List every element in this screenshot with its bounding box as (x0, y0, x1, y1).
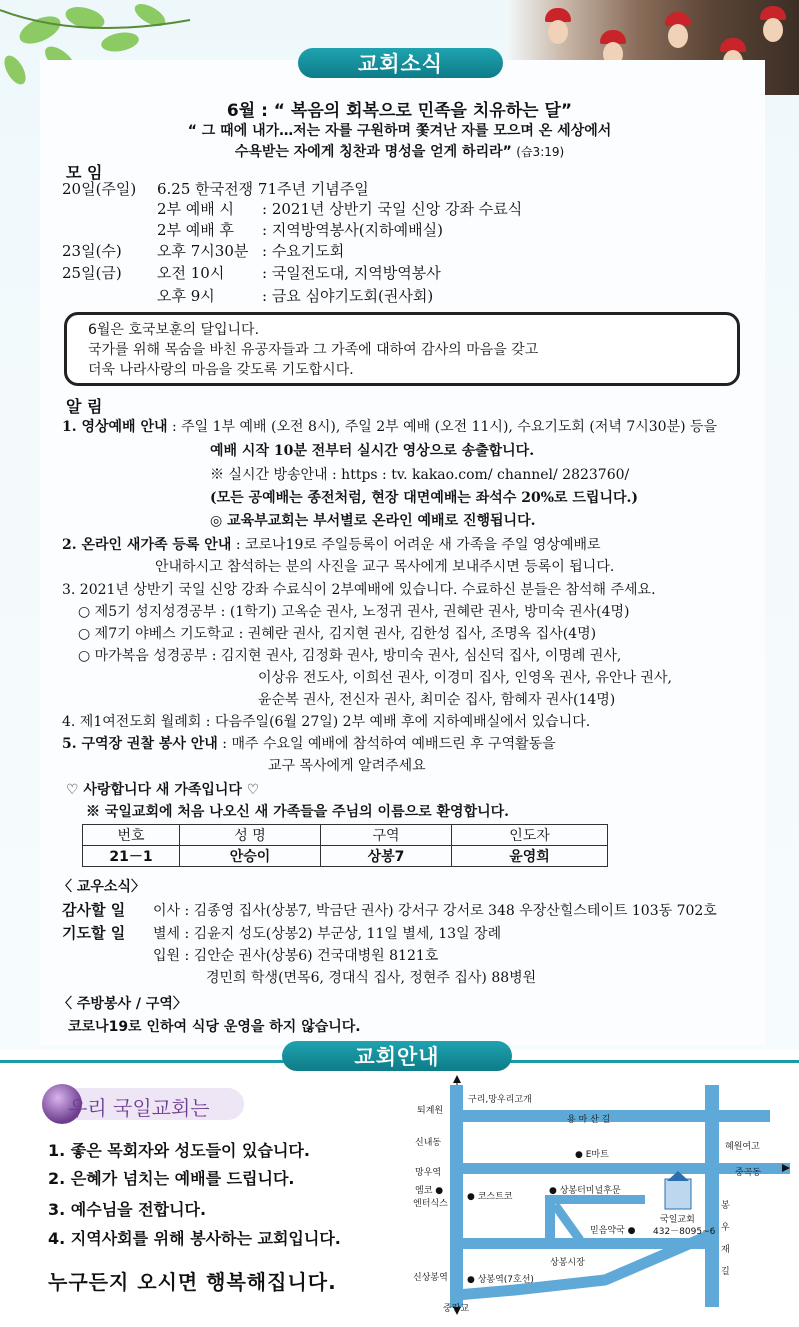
map-label-text: 엠코 (415, 1186, 433, 1196)
stream-link[interactable]: ※ 실시간 방송안내 : https : tv. kakao.com/ channel/ 2823760/ (210, 467, 630, 483)
map-label: 혜원여고 (725, 1142, 760, 1152)
map-label: 재 (721, 1245, 730, 1255)
map-label: 중곡동 (735, 1168, 762, 1178)
announcement-text: : 주일 1부 예배 (오전 8시), 주일 2부 예배 (오전 11시), 수요기도회 (저녁 7시30분) 등을 (171, 419, 718, 435)
location-map (405, 1075, 790, 1315)
map-label: 길 (721, 1267, 730, 1277)
verse-line-2 (0, 141, 799, 161)
announcement-1 (62, 416, 717, 436)
announcement-5 (62, 733, 556, 753)
announcement-sub: ○ 제7기 야베스 기도학교 : 권혜란 권사, 김지현 권사, 김한성 집사, 조명옥 집사(4명) (78, 626, 597, 642)
announcement-line: 교구 목사에게 알려주세요 (268, 758, 426, 774)
church-label: 국일교회 (660, 1215, 695, 1225)
announcement-line: 안내하시고 참석하는 분의 사진을 교구 목사에게 보내주시면 등록이 됩니다. (155, 559, 615, 575)
map-label: 신상봉역 (413, 1273, 448, 1283)
announcement-sub: ○ 마가복음 성경공부 : 김지현 권사, 김정화 권사, 방미숙 권사, 심신덕 집사, 이명례 권사, (78, 648, 622, 664)
meeting-desc: : 2021년 상반기 국일 신앙 강좌 수료식 (262, 200, 523, 218)
table-cell: 상봉7 (321, 846, 452, 867)
map-label: 중랑교 (443, 1304, 470, 1314)
map-label-text: 믿음약국 (590, 1226, 625, 1236)
thanks-text: 이사 : 김종영 집사(상봉7, 박금단 권사) 강서구 강서로 348 우장산힐스테이트 103동 702호 (153, 903, 717, 919)
meeting-time: 오후 7시30분 (157, 242, 249, 260)
column-header: 성 명 (180, 825, 321, 846)
map-label-text: 코스트코 (477, 1192, 513, 1202)
column-header: 번호 (83, 825, 180, 846)
announcement-sub: 윤순복 권사, 전신자 권사, 최미순 집사, 함혜자 권사(14명) (258, 692, 616, 708)
reason-item: 4. 지역사회를 위해 봉사하는 교회입니다. (48, 1229, 341, 1248)
badge-label: 우리 국일교회는 (68, 1096, 210, 1120)
announcement-sub: 이상유 전도사, 이희선 권사, 이경미 집사, 인영옥 권사, 유안나 권사, (258, 670, 672, 686)
map-label-text: 상봉터미널후문 (559, 1186, 621, 1196)
emart-label: E마트 (585, 1150, 609, 1160)
map-label: 구리,망우리고개 (468, 1095, 532, 1105)
map-label: 우 (721, 1223, 730, 1233)
meeting-date: 20일(주일) (62, 180, 137, 198)
map-label-text: 상봉역(7호선) (477, 1275, 534, 1285)
column-header: 인도자 (452, 825, 608, 846)
map-label: 망우역 (415, 1168, 442, 1178)
map-label: 엠코 ● (415, 1186, 444, 1196)
kitchen-heading: 〈 주방봉사 / 구역〉 (58, 996, 187, 1012)
notice-line-1: 6월은 호국보훈의 달입니다. (88, 322, 260, 338)
guide-slogan: 누구든지 오시면 행복해집니다. (48, 1270, 337, 1294)
announcement-4: 4. 제1여전도회 월례회 : 다음주일(6월 27일) 2부 예배 후에 지하예배실에서 있습니다. (62, 714, 591, 730)
map-label: 봉 (721, 1201, 730, 1211)
kitchen-text: 코로나19로 인하여 식당 운영을 하지 않습니다. (68, 1019, 361, 1035)
guide-title: 교회안내 (282, 1041, 512, 1071)
church-phone: 432－8095~6 (653, 1227, 716, 1237)
meeting-desc: : 지역방역봉사(지하예배실) (262, 221, 443, 239)
map-label: 퇴계원 (417, 1106, 444, 1116)
table-cell: 윤영희 (452, 846, 608, 867)
announcement-text: : 매주 수요일 예배에 참석하여 예배드린 후 구역활동을 (222, 736, 556, 752)
map-label: ● 상봉터미널후문 (549, 1186, 621, 1196)
announcement-text: : 코로나19로 주일등록이 어려운 새 가족을 주일 영상예배로 (235, 537, 601, 553)
meetings-heading: 모 임 (66, 163, 103, 182)
meeting-date: 25일(금) (62, 264, 122, 282)
meeting-time: 오후 9시 (157, 287, 215, 305)
meeting-date: 23일(수) (62, 242, 122, 260)
prayer-item: 경민희 학생(면목6, 경대식 집사, 정현주 집사) 88병원 (206, 970, 537, 986)
announcement-sub: ○ 제5기 성지성경공부 : (1학기) 고옥순 권사, 노정귀 권사, 권혜란 권사, 방미숙 권사(4명) (78, 604, 630, 620)
parish-news-heading: 〈 교우소식〉 (58, 879, 145, 895)
announcement-label: 5. 구역장 권찰 봉사 안내 (62, 736, 218, 752)
notice-line-3: 더욱 나라사랑의 마음을 갖도록 기도합시다. (88, 362, 354, 378)
announcement-line: (모든 공예배는 종전처럼, 현장 대면예배는 좌석수 20%로 드립니다.) (210, 490, 638, 506)
announcement-2 (62, 534, 601, 554)
notice-line-2: 국가를 위해 목숨을 바친 유공자들과 그 가족에 대하여 감사의 마음을 갖고 (88, 342, 539, 358)
meeting-desc: : 국일전도대, 지역방역봉사 (262, 264, 441, 282)
table-cell: 21－1 (83, 846, 180, 867)
new-family-heading: ♡ 사랑합니다 새 가족입니다 ♡ (66, 782, 260, 798)
announcement-line: 예배 시작 10분 전부터 실시간 영상으로 송출합니다. (210, 443, 535, 459)
meeting-time: 오전 10시 (157, 264, 225, 282)
map-label: ● 코스트코 (467, 1192, 513, 1202)
map-label: ● E마트 (575, 1150, 609, 1160)
page-title: 교회소식 (298, 48, 503, 78)
guide-badge (40, 1082, 250, 1132)
reason-item: 2. 은혜가 넘치는 예배를 드립니다. (48, 1169, 295, 1188)
announcement-label: 2. 온라인 새가족 등록 안내 (62, 537, 232, 553)
announcement-label: 1. 영상예배 안내 (62, 419, 168, 435)
thanks-label: 감사할 일 (62, 901, 126, 919)
prayer-label: 기도할 일 (62, 924, 126, 942)
announcement-line: ◎ 교육부교회는 부서별로 온라인 예배로 진행됩니다. (210, 513, 536, 529)
meeting-title: 6.25 한국전쟁 71주년 기념주일 (157, 180, 369, 198)
month-theme-title: 6월 : “ 복음의 회복으로 민족을 치유하는 달” (226, 101, 573, 121)
column-header: 구역 (321, 825, 452, 846)
verse-reference: (습3:19) (516, 145, 565, 159)
map-label: 믿음약국 ● (590, 1226, 636, 1236)
verse-text: 수욕받는 자에게 칭찬과 명성을 얻게 하리라” (234, 144, 512, 160)
map-label: 상봉시장 (550, 1258, 585, 1268)
prayer-item: 별세 : 김윤지 성도(상봉2) 부군상, 11일 별세, 13일 장례 (153, 926, 502, 942)
new-family-note: ※ 국일교회에 처음 나오신 새 가족들을 주님의 이름으로 환영합니다. (86, 804, 510, 820)
reason-item: 3. 예수님을 전합니다. (48, 1200, 207, 1219)
meeting-time: 2부 예배 시 (157, 200, 235, 218)
new-family-table (82, 824, 608, 867)
prayer-item: 입원 : 김안순 권사(상봉6) 건국대병원 8121호 (153, 948, 439, 964)
verse-line-1: “ 그 때에 내가…저는 자를 구원하며 쫓겨난 자를 모으며 온 세상에서 (187, 123, 612, 139)
meeting-time: 2부 예배 후 (157, 221, 235, 239)
reason-item: 1. 좋은 목회자와 성도들이 있습니다. (48, 1141, 310, 1160)
table-header-row (83, 825, 608, 846)
announcement-3: 3. 2021년 상반기 국일 신앙 강좌 수료식이 2부예배에 있습니다. 수료하신 분들은 참석해 주세요. (62, 582, 656, 598)
map-label: 엔터식스 (413, 1199, 448, 1209)
meeting-desc: : 수요기도회 (262, 242, 345, 260)
table-cell: 안승이 (180, 846, 321, 867)
map-label: 용 마 산 길 (567, 1115, 611, 1125)
map-label: ● 상봉역(7호선) (467, 1275, 534, 1285)
table-row (83, 846, 608, 867)
meeting-desc: : 금요 심야기도회(권사회) (262, 287, 434, 305)
announcements-heading: 알 림 (66, 397, 103, 416)
map-label: 신내동 (415, 1138, 442, 1148)
